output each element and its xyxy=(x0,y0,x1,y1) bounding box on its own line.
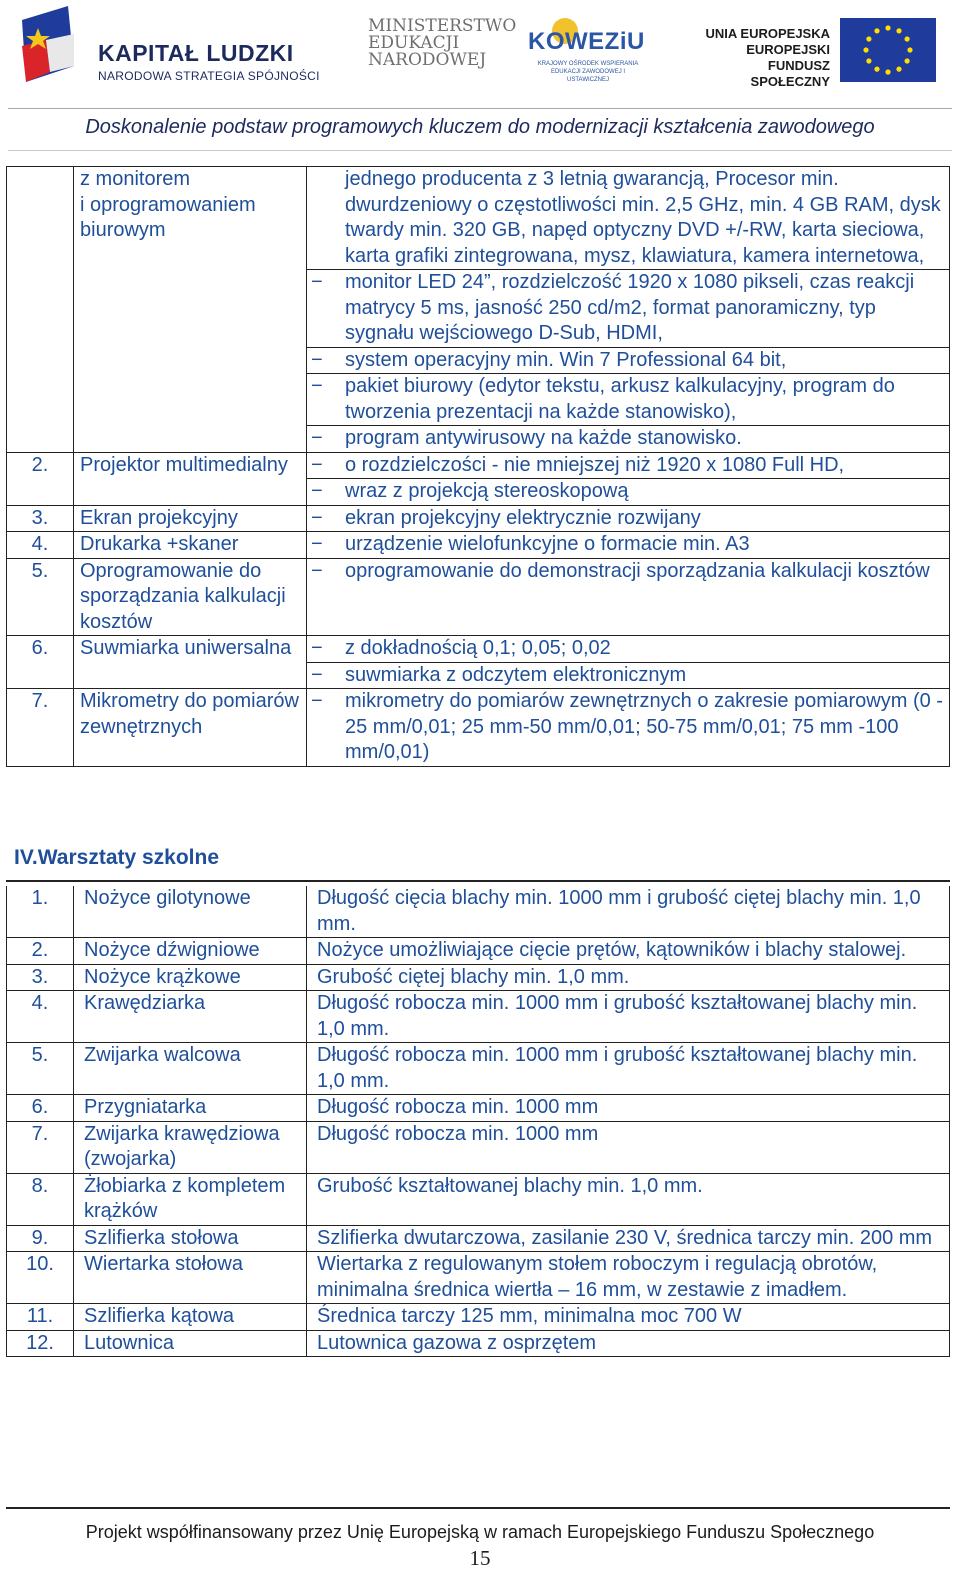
table-row xyxy=(7,1252,950,1304)
koweziu-title: KOWEZiU xyxy=(528,28,645,55)
item-spec-cell xyxy=(307,479,950,506)
item-name-cell: Oprogramowanie do sporządzania kalkulacji kosztów xyxy=(74,558,307,636)
dash-bullet: − xyxy=(311,559,323,582)
item-name-cell: Nożyce gilotynowe xyxy=(74,886,307,938)
eu-line: FUNDUSZ SPOŁECZNY xyxy=(750,58,830,89)
table-row xyxy=(7,964,950,991)
item-desc-cell: Długość cięcia blachy min. 1000 mm i grubość ciętej blachy min. 1,0 mm. xyxy=(307,886,950,938)
item-number-cell: 5. xyxy=(7,558,74,636)
item-spec-cell xyxy=(307,505,950,532)
spec-item xyxy=(309,532,949,558)
footer-text: Projekt współfinansowany przez Unię Europejską w ramach Europejskiego Funduszu Społecznego xyxy=(85,1522,875,1542)
workshop-table xyxy=(6,886,950,1357)
spec-text: pakiet biurowy (edytor tekstu, arkusz kalkulacyjny, program do tworzenia prezentacji na każde stanowisko), xyxy=(345,375,895,423)
ministry-logo xyxy=(368,18,516,69)
page-number: 15 xyxy=(469,1546,491,1570)
header-divider xyxy=(8,150,952,151)
koweziu-subtitle: KRAJOWY OŚRODEK WSPIERANIA EDUKACJI ZAWODOWEJ I USTAWICZNEJ xyxy=(537,61,639,83)
item-number-cell: 2. xyxy=(7,938,74,965)
table-row xyxy=(7,1330,950,1357)
dash-bullet: − xyxy=(311,375,323,397)
item-name-line: i oprogramowaniem xyxy=(80,193,256,216)
item-number-cell: 9. xyxy=(7,1225,74,1252)
item-spec-cell xyxy=(307,167,950,270)
item-number-cell: 7. xyxy=(7,1121,74,1173)
header-logos xyxy=(0,0,960,100)
dash-bullet: − xyxy=(311,637,323,659)
header-title: Doskonalenie podstaw programowych kluczem do modernizacji kształcenia zawodowego xyxy=(85,116,875,138)
item-desc-cell: Grubość kształtowanej blachy min. 1,0 mm. xyxy=(307,1173,950,1225)
item-name-cell: Drukarka +skaner xyxy=(74,532,307,559)
kapital-ludzki-subtitle: NARODOWA STRATEGIA SPÓJNOŚCI xyxy=(98,69,320,83)
spec-item xyxy=(309,270,949,347)
spec-text: suwmiarka z odczytem elektronicznym xyxy=(345,663,687,686)
item-number-cell: 12. xyxy=(7,1330,74,1357)
spec-item xyxy=(309,374,949,425)
spec-text: wraz z projekcją stereoskopową xyxy=(345,480,629,502)
spec-text: monitor LED 24”, rozdzielczość 1920 x 1080 pikseli, czas reakcji matrycy 5 ms, jasność 250 cd/m2, format panoramiczny, typ sygnału wejściowego D-Sub, HDMI, xyxy=(345,271,915,344)
item-name-cell: Krawędziarka xyxy=(74,991,307,1043)
item-spec-cell xyxy=(307,270,950,348)
item-spec-cell xyxy=(307,532,950,559)
eu-star-icon xyxy=(866,58,871,63)
spec-item xyxy=(309,663,949,689)
item-number-cell: 3. xyxy=(7,505,74,532)
koweziu-logo xyxy=(528,18,648,88)
table-row xyxy=(7,1121,950,1173)
table-row xyxy=(7,167,950,270)
item-spec-cell xyxy=(307,636,950,663)
item-spec-cell xyxy=(307,347,950,374)
spec-text: program antywirusowy na każde stanowisko. xyxy=(345,427,742,449)
eu-star-icon xyxy=(896,67,901,72)
spec-item xyxy=(309,348,949,374)
item-number-cell: 11. xyxy=(7,1304,74,1331)
ministry-line: MINISTERSTWO xyxy=(368,16,517,36)
item-name-cell: Projektor multimedialny xyxy=(74,452,307,505)
eu-star-icon xyxy=(874,67,879,72)
table-row xyxy=(7,938,950,965)
eu-star-icon xyxy=(885,69,890,74)
spec-text: jednego producenta z 3 letnią gwarancją, Procesor min. dwurdzeniowy o częstotliwości min. 2,5 GHz, min. 4 GB RAM, dysk twardy min. 320 GB, napęd optyczny DVD +/-RW, karta sieciowa, karta grafiki zintegrowana, mysz, klawiatura, kamera internetowa, xyxy=(345,168,941,267)
item-number-cell: 2. xyxy=(7,452,74,505)
ministry-line: NARODOWEJ xyxy=(368,50,487,70)
item-desc-cell: Długość robocza min. 1000 mm xyxy=(307,1121,950,1173)
dash-bullet: − xyxy=(311,533,323,555)
item-spec-cell xyxy=(307,689,950,767)
dash-bullet: − xyxy=(311,427,323,449)
eu-logo-text xyxy=(698,26,830,90)
table-row xyxy=(7,636,950,663)
item-desc-cell: Grubość ciętej blachy min. 1,0 mm. xyxy=(307,964,950,991)
dash-bullet: − xyxy=(311,348,323,371)
item-desc-cell: Lutownica gazowa z osprzętem xyxy=(307,1330,950,1357)
spec-text: ekran projekcyjny elektrycznie rozwijany xyxy=(345,506,701,529)
item-name-cell: Lutownica xyxy=(74,1330,307,1357)
item-name-cell: Mikrometry do pomiarów zewnętrznych xyxy=(74,689,307,767)
item-number-cell: 1. xyxy=(7,886,74,938)
eu-star-icon xyxy=(863,47,868,52)
table-row xyxy=(7,452,950,479)
item-name-cell: Wiertarka stołowa xyxy=(74,1252,307,1304)
item-desc-cell: Nożyce umożliwiające cięcie prętów, kątowników i blachy stalowej. xyxy=(307,938,950,965)
item-number-cell: 6. xyxy=(7,636,74,689)
eu-line: UNIA EUROPEJSKA xyxy=(705,26,830,41)
section-title: IV.Warsztaty szkolne xyxy=(14,846,220,869)
kapital-ludzki-flag-icon xyxy=(16,6,80,90)
spec-text: system operacyjny min. Win 7 Professional 64 bit, xyxy=(345,348,787,371)
dash-bullet: − xyxy=(311,480,323,502)
table-row xyxy=(7,1304,950,1331)
item-desc-cell: Szlifierka dwutarczowa, zasilanie 230 V, średnica tarczy min. 200 mm xyxy=(307,1225,950,1252)
item-number-cell: 8. xyxy=(7,1173,74,1225)
item-number-cell: 7. xyxy=(7,689,74,767)
footer-divider xyxy=(6,1507,950,1509)
table-row xyxy=(7,1225,950,1252)
spec-item xyxy=(309,506,949,532)
item-number-cell: 3. xyxy=(7,964,74,991)
item-number-cell xyxy=(7,167,74,453)
item-name-cell: Żłobiarka z kompletem krążków xyxy=(74,1173,307,1225)
spec-item xyxy=(309,559,949,585)
table-row xyxy=(7,991,950,1043)
table-row xyxy=(7,558,950,636)
item-number-cell: 6. xyxy=(7,1095,74,1122)
dash-bullet: − xyxy=(311,690,323,712)
item-spec-cell xyxy=(307,426,950,453)
table-row xyxy=(7,505,950,532)
spec-text: urządzenie wielofunkcyjne o formacie min. A3 xyxy=(345,533,750,555)
eu-star-icon xyxy=(885,25,890,30)
dash-bullet: − xyxy=(311,271,323,293)
spec-item xyxy=(309,426,949,452)
section-divider xyxy=(6,880,950,882)
item-number-cell: 5. xyxy=(7,1043,74,1095)
eu-line: EUROPEJSKI xyxy=(746,42,830,57)
item-spec-cell xyxy=(307,558,950,636)
table-row xyxy=(7,1043,950,1095)
item-desc-cell: Średnica tarczy 125 mm, minimalna moc 700 W xyxy=(307,1304,950,1331)
spec-item xyxy=(309,636,949,662)
item-name-cell: Szlifierka stołowa xyxy=(74,1225,307,1252)
spec-item xyxy=(309,689,949,766)
item-name-cell: Zwijarka krawędziowa (zwojarka) xyxy=(74,1121,307,1173)
eu-star-icon xyxy=(874,28,879,33)
item-number-cell: 4. xyxy=(7,532,74,559)
spec-item xyxy=(309,479,949,505)
item-name-cell: Suwmiarka uniwersalna xyxy=(74,636,307,689)
item-name-cell: Nożyce dźwigniowe xyxy=(74,938,307,965)
item-number-cell: 4. xyxy=(7,991,74,1043)
item-number-cell: 10. xyxy=(7,1252,74,1304)
spec-text: oprogramowanie do demonstracji sporządzania kalkulacji kosztów xyxy=(345,559,930,582)
spec-text: z dokładnością 0,1; 0,05; 0,02 xyxy=(345,637,611,659)
eu-star-icon xyxy=(905,36,910,41)
equipment-table-top xyxy=(6,166,950,767)
header-divider xyxy=(8,108,952,109)
item-desc-cell: Długość robocza min. 1000 mm i grubość kształtowanej blachy min. 1,0 mm. xyxy=(307,1043,950,1095)
item-name-cell: Ekran projekcyjny xyxy=(74,505,307,532)
table-row xyxy=(7,1095,950,1122)
spec-item xyxy=(309,453,949,479)
item-name-cell: Przygniatarka xyxy=(74,1095,307,1122)
item-name-cell: Nożyce krążkowe xyxy=(74,964,307,991)
item-desc-cell: Długość robocza min. 1000 mm i grubość kształtowanej blachy min. 1,0 mm. xyxy=(307,991,950,1043)
item-name-cell xyxy=(74,167,307,453)
eu-star-icon xyxy=(907,47,912,52)
item-name-line: z monitorem xyxy=(80,168,191,190)
item-desc-cell: Długość robocza min. 1000 mm xyxy=(307,1095,950,1122)
eu-star-icon xyxy=(866,36,871,41)
item-spec-cell xyxy=(307,452,950,479)
eu-star-icon xyxy=(896,28,901,33)
item-spec-cell xyxy=(307,374,950,426)
dash-bullet: − xyxy=(311,663,323,686)
ministry-line: EDUKACJI xyxy=(368,33,460,53)
dash-bullet: − xyxy=(311,453,323,476)
table-row xyxy=(7,1173,950,1225)
table-row xyxy=(7,689,950,767)
item-name-cell: Szlifierka kątowa xyxy=(74,1304,307,1331)
kapital-ludzki-logo xyxy=(16,6,320,96)
item-desc-cell: Wiertarka z regulowanym stołem roboczym i regulacją obrotów, minimalna średnica wiertła – 16 mm, w zestawie z imadłem. xyxy=(307,1252,950,1304)
kapital-ludzki-title: KAPITAŁ LUDZKI xyxy=(98,40,294,66)
spec-text: o rozdzielczości - nie mniejszej niż 1920 x 1080 Full HD, xyxy=(345,453,845,476)
item-spec-cell xyxy=(307,662,950,689)
eu-flag-icon xyxy=(840,18,936,82)
eu-star-icon xyxy=(905,58,910,63)
spec-text: mikrometry do pomiarów zewnętrznych o zakresie pomiarowym (0 - 25 mm/0,01; 25 mm-50 mm/0,01; 50-75 mm/0,01; 75 mm -100 mm/0,01) xyxy=(345,690,943,763)
item-name-cell: Zwijarka walcowa xyxy=(74,1043,307,1095)
table-row xyxy=(7,886,950,938)
table-row xyxy=(7,532,950,559)
item-name-line: biurowym xyxy=(80,219,166,241)
dash-bullet: − xyxy=(311,506,323,529)
